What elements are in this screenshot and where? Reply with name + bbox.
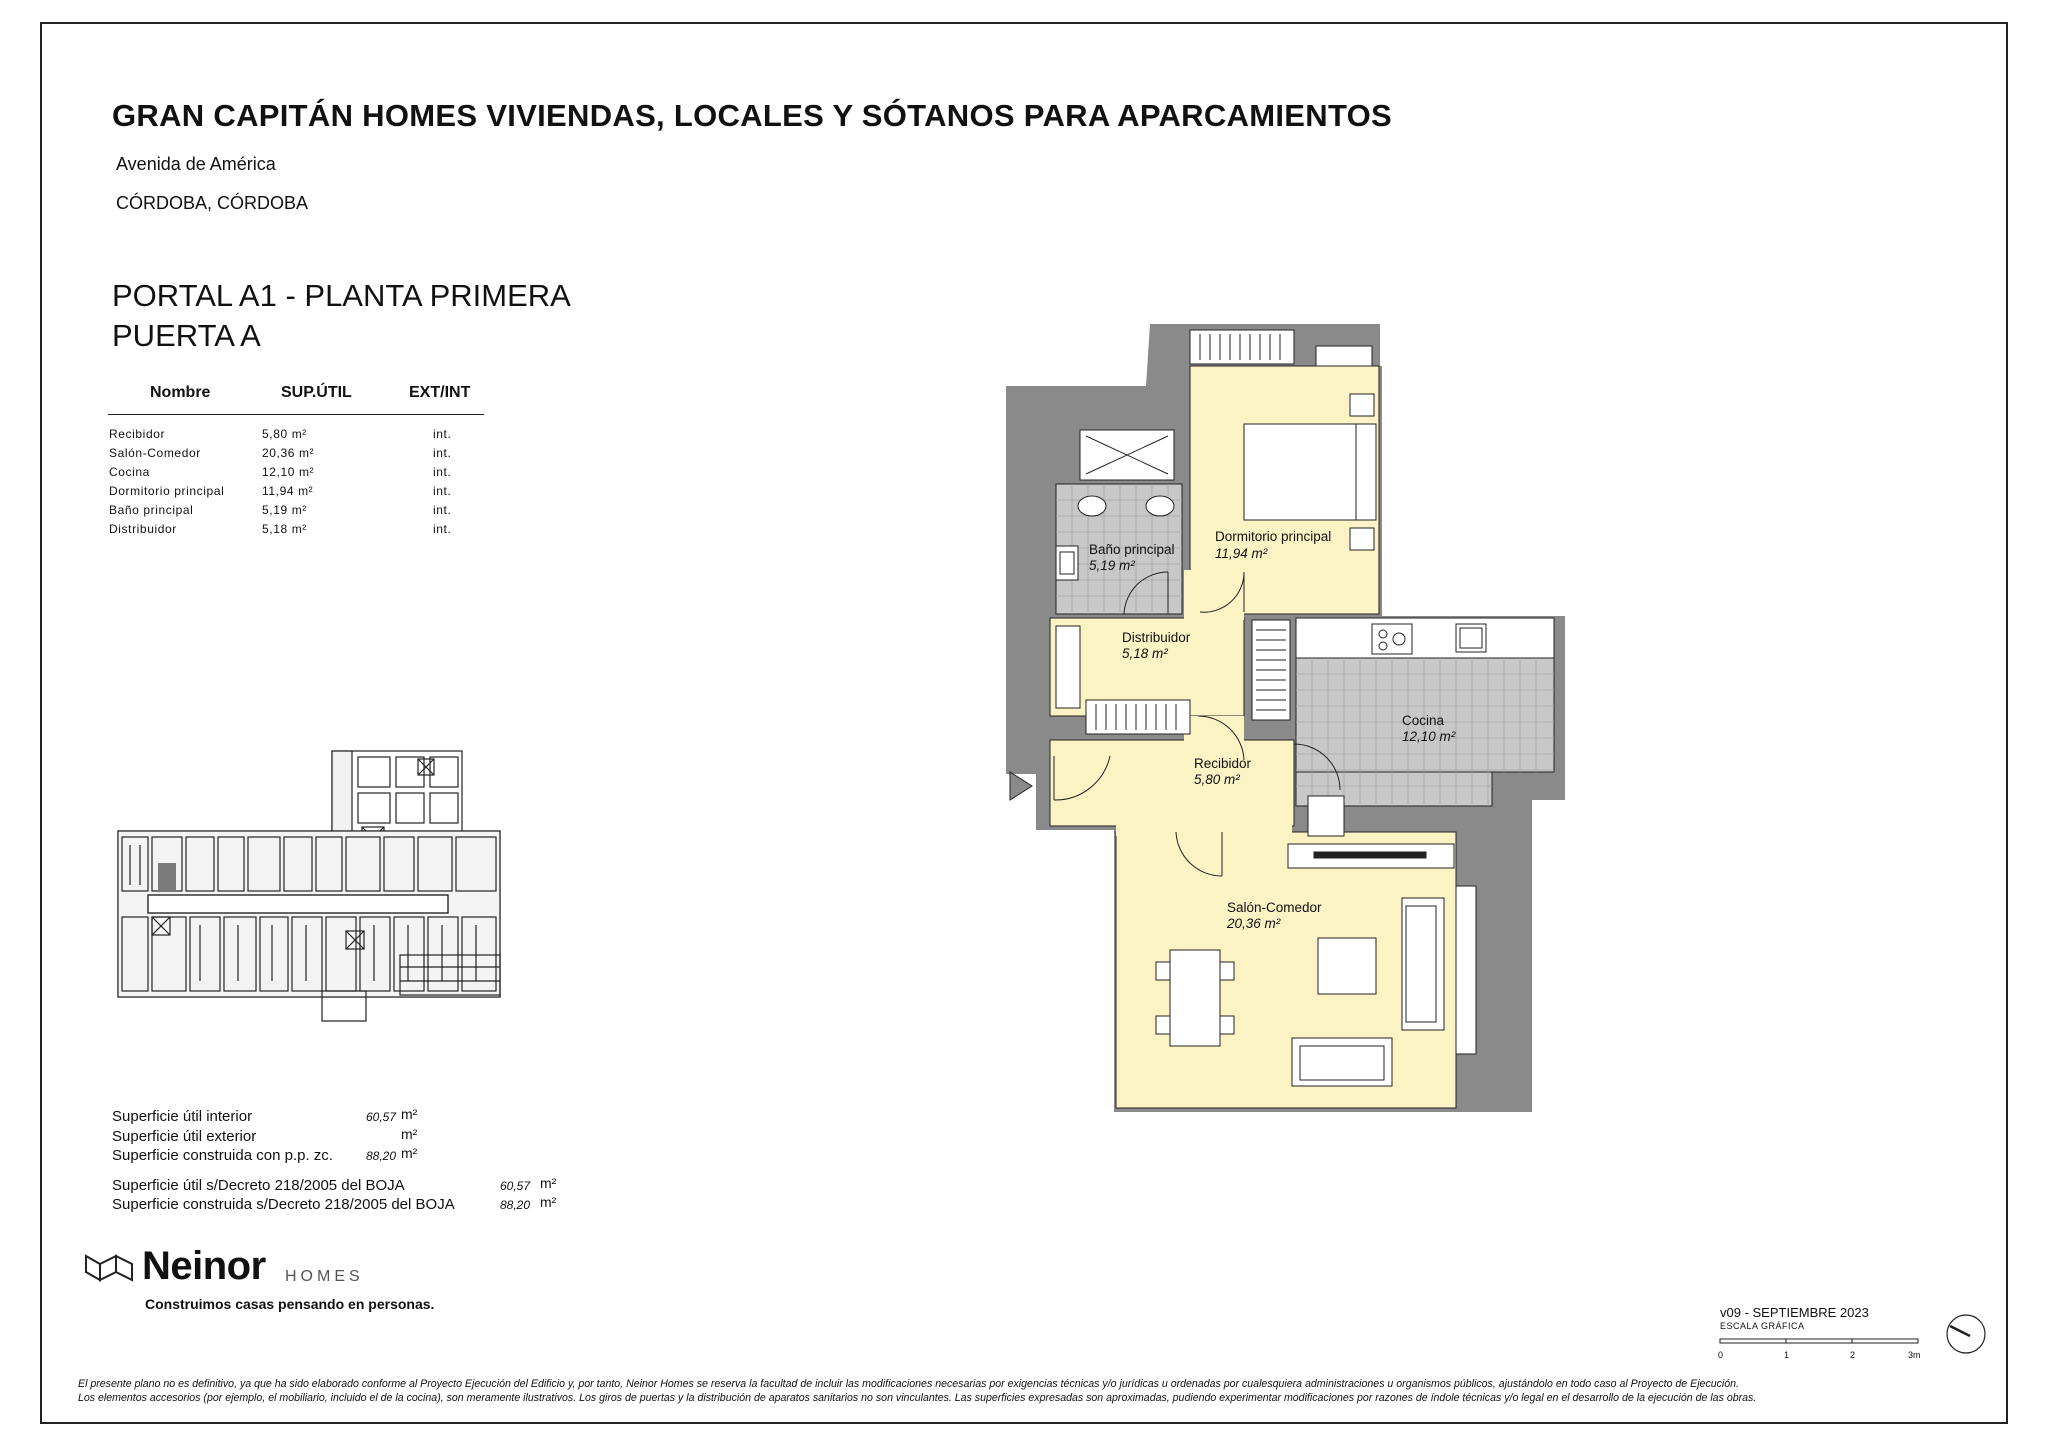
surface-unit: m² — [401, 1126, 418, 1142]
brand-sub: HOMES — [285, 1268, 364, 1285]
surface-exterior-label: Superficie útil exterior — [112, 1128, 257, 1145]
scale-tick: 1 — [1784, 1350, 1790, 1360]
table-header-area: SUP.ÚTIL — [281, 384, 352, 401]
row-type: int. — [433, 446, 452, 460]
room-area-recibidor: 5,80 m² — [1194, 772, 1240, 787]
room-label-distribuidor: Distribuidor — [1122, 630, 1191, 645]
scale-bar — [1718, 1336, 1924, 1348]
row-name: Baño principal — [109, 503, 194, 517]
surface-decreto-util-label: Superficie útil s/Decreto 218/2005 del BOJA — [112, 1177, 405, 1194]
surface-decreto-construida-value: 88,20 — [499, 1198, 530, 1212]
room-area-bano: 5,19 m² — [1089, 558, 1135, 573]
room-area-cocina: 12,10 m² — [1402, 729, 1456, 744]
highlighted-unit — [158, 863, 176, 891]
room-label-dormitorio: Dormitorio principal — [1215, 529, 1332, 544]
surface-unit: m² — [540, 1194, 557, 1210]
table-header-type: EXT/INT — [409, 384, 471, 401]
row-name: Dormitorio principal — [109, 484, 225, 498]
surface-decreto-util-value: 60,57 — [499, 1179, 530, 1193]
unit-portal-floor: PORTAL A1 - PLANTA PRIMERA — [112, 278, 571, 313]
surface-construida-value: 88,20 — [365, 1149, 396, 1163]
room-label-recibidor: Recibidor — [1194, 756, 1252, 771]
brand-name: Neinor — [142, 1244, 266, 1288]
room-label-cocina: Cocina — [1402, 713, 1445, 728]
surface-unit: m² — [401, 1145, 418, 1161]
surface-interior-value: 60,57 — [365, 1110, 396, 1124]
row-area: 12,10 m² — [262, 465, 315, 479]
key-plan-map — [100, 745, 520, 1030]
disclaimer-line: El presente plano no es definitivo, ya que ha sido elaborado conforme al Proyecto Ejecución del Edificio y, por tanto, Neinor Homes se reserva la facultad de incluir las modificaciones necesarias por exigencias técnicas y/o jurídicas u ordenadas por cualesquiera administraciones u organismos públicos, ajustándolo en todo caso al Proyecto de Ejecución. — [78, 1378, 1740, 1390]
version-label: v09 - SEPTIEMBRE 2023 — [1720, 1305, 1869, 1320]
disclaimer-line: Los elementos accesorios (por ejemplo, el mobiliario, incluido el de la cocina), son meramente ilustrativos. Los giros de puertas y la distribución de aparatos sanitarios no son vinculantes. Las superficies expresadas son aproximadas, pudiendo experimentar modificaciones por razones de índole técnicas y/o legal en el desarrollo de la ejecución de las obras. — [78, 1392, 1757, 1404]
row-area: 5,18 m² — [262, 522, 307, 536]
row-type: int. — [433, 465, 452, 479]
scale-tick: 0 — [1718, 1350, 1724, 1360]
room-label-salon: Salón-Comedor — [1227, 900, 1322, 915]
scale-tick: 2 — [1850, 1350, 1856, 1360]
brand-tagline: Construimos casas pensando en personas. — [145, 1296, 435, 1312]
row-type: int. — [433, 427, 452, 441]
disclaimer — [78, 1377, 1978, 1405]
entrance-arrow-icon — [1010, 772, 1032, 800]
table-header-name: Nombre — [150, 384, 211, 401]
row-name: Recibidor — [109, 427, 166, 441]
row-type: int. — [433, 503, 452, 517]
unit-door: PUERTA A — [112, 318, 261, 353]
surface-decreto-construida-label: Superficie construida s/Decreto 218/2005 del BOJA — [112, 1196, 455, 1213]
table-header-rule — [108, 414, 484, 415]
row-name: Cocina — [109, 465, 150, 479]
room-area-distribuidor: 5,18 m² — [1122, 646, 1168, 661]
surface-interior-label: Superficie útil interior — [112, 1108, 253, 1125]
surface-unit: m² — [401, 1106, 418, 1122]
surface-unit: m² — [540, 1175, 557, 1191]
floor-plan — [1000, 320, 1580, 1120]
row-type: int. — [433, 484, 452, 498]
surface-construida-label: Superficie construida con p.p. zc. — [112, 1147, 333, 1164]
north-arrow-icon — [1944, 1312, 1988, 1356]
row-area: 5,80 m² — [262, 427, 307, 441]
row-type: int. — [433, 522, 452, 536]
row-name: Salón-Comedor — [109, 446, 201, 460]
scale-label: ESCALA GRÁFICA — [1720, 1321, 1805, 1331]
room-area-salon: 20,36 m² — [1227, 916, 1281, 931]
row-area: 11,94 m² — [262, 484, 314, 498]
row-area: 20,36 m² — [262, 446, 315, 460]
neinor-logo-icon — [84, 1252, 134, 1282]
project-street: Avenida de América — [116, 154, 276, 174]
project-city: CÓRDOBA, CÓRDOBA — [116, 193, 309, 213]
room-label-bano: Baño principal — [1089, 542, 1175, 557]
row-area: 5,19 m² — [262, 503, 307, 517]
room-area-dormitorio: 11,94 m² — [1215, 546, 1268, 561]
row-name: Distribuidor — [109, 522, 177, 536]
scale-tick: 3m — [1908, 1350, 1921, 1360]
project-title: GRAN CAPITÁN HOMES VIVIENDAS, LOCALES Y SÓTANOS PARA APARCAMIENTOS — [112, 98, 1393, 133]
